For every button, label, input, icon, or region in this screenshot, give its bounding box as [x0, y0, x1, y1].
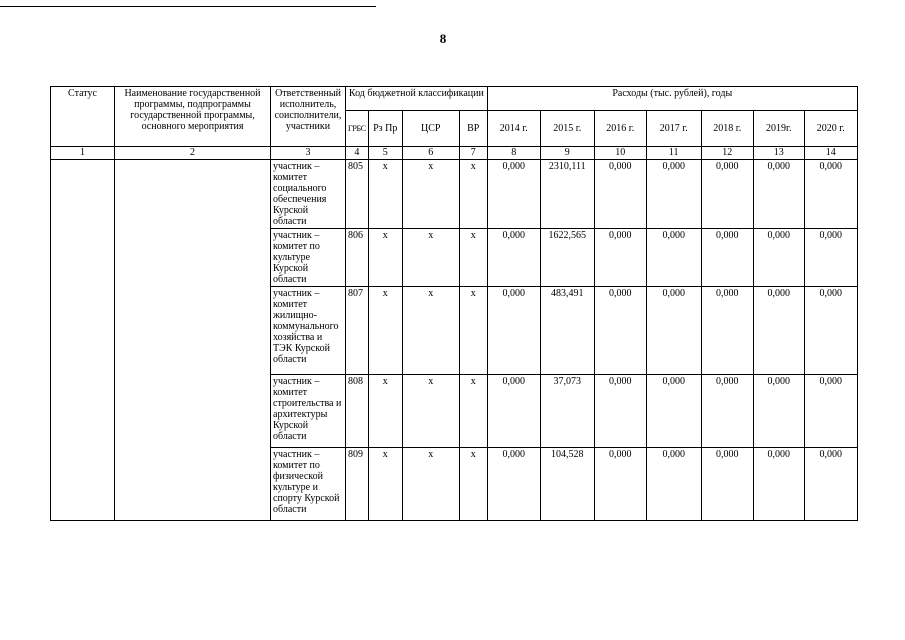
- value-2016: 0,000: [594, 375, 646, 448]
- header-rzpr: Рз Пр: [368, 111, 402, 147]
- value-2018: 0,000: [701, 287, 753, 375]
- responsible-cell: участник – комитет строительства и архитектуры Курской области: [271, 375, 346, 448]
- header-year-2019: 2019г.: [753, 111, 804, 147]
- value-2016: 0,000: [594, 448, 646, 521]
- column-number: 8: [487, 147, 540, 160]
- value-2015: 2310,111: [540, 160, 594, 229]
- value-2017: 0,000: [646, 160, 701, 229]
- value-2015: 104,528: [540, 448, 594, 521]
- header-year-2014: 2014 г.: [487, 111, 540, 147]
- value-2019: 0,000: [753, 375, 804, 448]
- value-2019: 0,000: [753, 160, 804, 229]
- column-number: 7: [459, 147, 487, 160]
- csr-cell: х: [402, 229, 459, 287]
- vr-cell: х: [459, 448, 487, 521]
- column-number: 13: [753, 147, 804, 160]
- vr-cell: х: [459, 229, 487, 287]
- header-year-2015: 2015 г.: [540, 111, 594, 147]
- column-number: 10: [594, 147, 646, 160]
- header-year-2016: 2016 г.: [594, 111, 646, 147]
- top-rule: [0, 6, 376, 7]
- column-number: 12: [701, 147, 753, 160]
- header-year-2017: 2017 г.: [646, 111, 701, 147]
- column-number: 14: [804, 147, 857, 160]
- value-2017: 0,000: [646, 375, 701, 448]
- value-2018: 0,000: [701, 375, 753, 448]
- header-budget-code: Код бюджетной классификации: [346, 87, 488, 111]
- status-cell: [51, 160, 115, 521]
- header-name: Наименование государственной программы, подпрограммы государственной программы, основного мероприятия: [115, 87, 271, 147]
- rzpr-cell: х: [368, 287, 402, 375]
- value-2014: 0,000: [487, 448, 540, 521]
- grbs-cell: 808: [346, 375, 369, 448]
- value-2018: 0,000: [701, 160, 753, 229]
- vr-cell: х: [459, 160, 487, 229]
- value-2020: 0,000: [804, 448, 857, 521]
- value-2016: 0,000: [594, 229, 646, 287]
- grbs-cell: 805: [346, 160, 369, 229]
- csr-cell: х: [402, 160, 459, 229]
- value-2017: 0,000: [646, 448, 701, 521]
- responsible-cell: участник – комитет жилищно-коммунального хозяйства и ТЭК Курской области: [271, 287, 346, 375]
- value-2017: 0,000: [646, 229, 701, 287]
- column-number: 9: [540, 147, 594, 160]
- value-2014: 0,000: [487, 160, 540, 229]
- column-number: 3: [271, 147, 346, 160]
- header-status: Статус: [51, 87, 115, 147]
- value-2018: 0,000: [701, 229, 753, 287]
- vr-cell: х: [459, 375, 487, 448]
- value-2020: 0,000: [804, 229, 857, 287]
- value-2019: 0,000: [753, 448, 804, 521]
- header-responsible: Ответственный исполнитель, соисполнители, участники: [271, 87, 346, 147]
- rzpr-cell: х: [368, 448, 402, 521]
- budget-table: [50, 86, 858, 521]
- header-expenses: Расходы (тыс. рублей), годы: [487, 87, 857, 111]
- column-number: 6: [402, 147, 459, 160]
- csr-cell: х: [402, 287, 459, 375]
- grbs-cell: 809: [346, 448, 369, 521]
- value-2019: 0,000: [753, 287, 804, 375]
- value-2016: 0,000: [594, 287, 646, 375]
- value-2015: 1622,565: [540, 229, 594, 287]
- value-2020: 0,000: [804, 375, 857, 448]
- column-number: 4: [346, 147, 369, 160]
- responsible-cell: участник – комитет социального обеспечения Курской области: [271, 160, 346, 229]
- value-2016: 0,000: [594, 160, 646, 229]
- column-number: 5: [368, 147, 402, 160]
- column-number: 1: [51, 147, 115, 160]
- value-2020: 0,000: [804, 160, 857, 229]
- vr-cell: х: [459, 287, 487, 375]
- value-2014: 0,000: [487, 375, 540, 448]
- value-2019: 0,000: [753, 229, 804, 287]
- header-vr: ВР: [459, 111, 487, 147]
- value-2017: 0,000: [646, 287, 701, 375]
- column-number: 2: [115, 147, 271, 160]
- rzpr-cell: х: [368, 229, 402, 287]
- header-row-1: [51, 87, 858, 111]
- column-number-row: [51, 147, 858, 160]
- header-year-2018: 2018 г.: [701, 111, 753, 147]
- grbs-cell: 807: [346, 287, 369, 375]
- csr-cell: х: [402, 375, 459, 448]
- value-2014: 0,000: [487, 229, 540, 287]
- page-number: 8: [439, 31, 447, 46]
- value-2014: 0,000: [487, 287, 540, 375]
- value-2020: 0,000: [804, 287, 857, 375]
- responsible-cell: участник – комитет по культуре Курской области: [271, 229, 346, 287]
- header-csr: ЦСР: [402, 111, 459, 147]
- column-number: 11: [646, 147, 701, 160]
- grbs-cell: 806: [346, 229, 369, 287]
- table-row: [51, 160, 858, 229]
- value-2018: 0,000: [701, 448, 753, 521]
- rzpr-cell: х: [368, 375, 402, 448]
- responsible-cell: участник – комитет по физической культуре и спорту Курской области: [271, 448, 346, 521]
- header-year-2020: 2020 г.: [804, 111, 857, 147]
- value-2015: 483,491: [540, 287, 594, 375]
- name-cell: [115, 160, 271, 521]
- value-2015: 37,073: [540, 375, 594, 448]
- rzpr-cell: х: [368, 160, 402, 229]
- header-grbs: ГРБС: [346, 111, 369, 147]
- csr-cell: х: [402, 448, 459, 521]
